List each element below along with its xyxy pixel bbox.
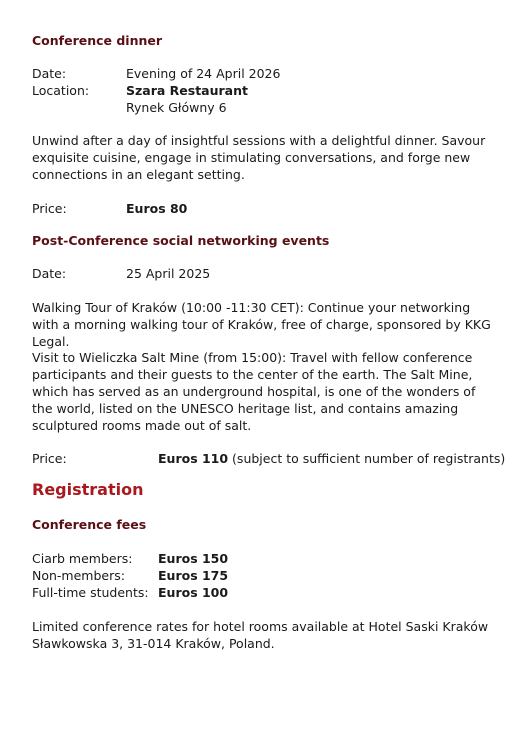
fee-value-students: Euros 100 [158, 585, 229, 600]
dinner-description: Unwind after a day of insightful sessions with a delightful dinner. Savour exquisite cuisine, engage in stimulating conversations, and forge new connections in an elegant setting. [32, 133, 486, 182]
post-conference-price-label: Price: [32, 451, 67, 466]
fee-value-members: Euros 150 [158, 551, 229, 566]
dinner-price-label: Price: [32, 201, 67, 216]
dinner-location-address: Rynek Główny 6 [126, 100, 227, 115]
dinner-location-label: Location: [32, 83, 90, 98]
fee-label-members: Ciarb members: [32, 551, 133, 566]
conference-dinner-heading: Conference dinner [32, 33, 163, 48]
dinner-date-value: Evening of 24 April 2026 [126, 66, 281, 81]
fee-value-non-members: Euros 175 [158, 568, 229, 583]
dinner-price-value: Euros 80 [126, 201, 188, 216]
fee-label-non-members: Non-members: [32, 568, 125, 583]
conference-fees-heading: Conference fees [32, 517, 147, 532]
registration-heading: Registration [32, 480, 144, 499]
post-conference-date-label: Date: [32, 266, 67, 281]
fee-label-students: Full-time students: [32, 585, 149, 600]
post-conference-price-note: (subject to sufficient number of registrants) [228, 451, 506, 466]
post-conference-date-value: 25 April 2025 [126, 266, 211, 281]
salt-mine-paragraph: Visit to Wieliczka Salt Mine (from 15:00): Travel with fellow conference participants and their guests to the center of the earth. The Salt Mine, which has served as an underground hospital, is one of the wonders of the world, listed on the UNESCO heritage list, and contains amazing sculptured rooms made out of salt. [32, 350, 476, 433]
post-conference-heading: Post-Conference social networking events [32, 233, 330, 248]
dinner-date-label: Date: [32, 66, 67, 81]
post-conference-price-value: Euros 110 [158, 451, 229, 466]
hotel-note: Limited conference rates for hotel rooms available at Hotel Saski Kraków Sławkowska 3, 31-014 Kraków, Poland. [32, 619, 489, 651]
post-conference-price-line [158, 450, 505, 467]
walking-tour-paragraph: Walking Tour of Kraków (10:00 -11:30 CET): Continue your networking with a morning walking tour of Kraków, free of charge, sponsored by KKG Legal. [32, 300, 491, 349]
dinner-location-name: Szara Restaurant [126, 83, 248, 98]
